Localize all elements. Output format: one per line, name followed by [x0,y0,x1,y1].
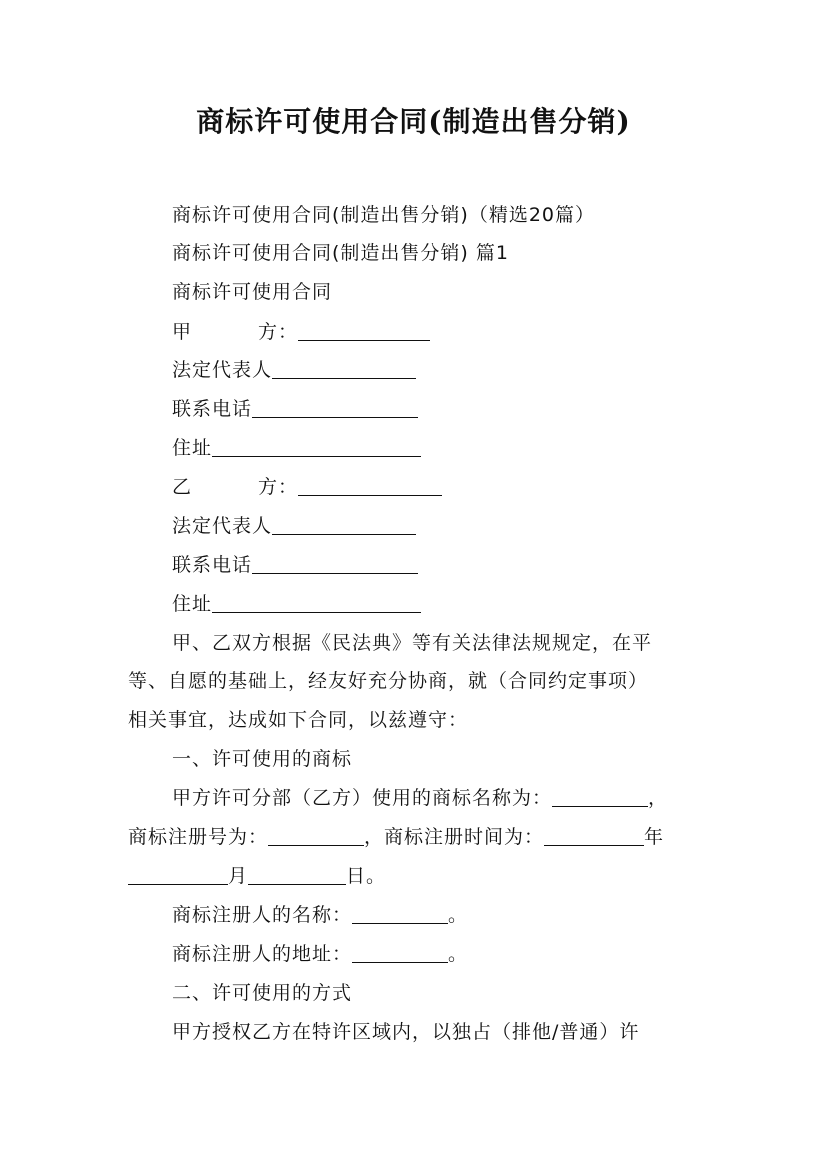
intro-line-2: 等、自愿的基础上，经友好充分协商，就（合同约定事项） [128,670,649,692]
registration-day-blank [248,865,346,885]
registration-number-blank [268,826,364,846]
party-b-rep-blank [272,515,416,535]
year-label: 年 [644,826,665,848]
section-1-p1-line-3 [128,861,386,888]
period: 。 [448,904,469,926]
party-a-line [172,317,430,344]
registrant-name-line [172,900,468,927]
period: 。 [448,943,469,965]
party-a-phone-label: 联系电话 [172,398,253,420]
intro-line-1: 甲、乙双方根据《民法典》等有关法律法规规定，在平 [172,632,653,654]
contract-name: 商标许可使用合同 [172,281,333,303]
party-b-blank [298,476,442,496]
trademark-name-blank [552,787,648,807]
party-a-phone-blank [252,398,418,418]
registration-date-label: ，商标注册时间为： [364,826,545,848]
party-b-rep-label: 法定代表人 [172,515,273,537]
party-b-address-blank [212,593,421,613]
party-a-label-2: 方： [258,321,299,343]
section-heading: 商标许可使用合同(制造出售分销) 篇1 [172,242,509,264]
party-b-phone-blank [252,554,418,574]
registrant-address-blank [352,943,448,963]
document-subtitle: 商标许可使用合同(制造出售分销)（精选20篇） [172,204,596,226]
party-b-address-label: 住址 [172,593,213,615]
section-2-heading: 二、许可使用的方式 [172,982,353,1004]
section-1-heading: 一、许可使用的商标 [172,748,353,770]
party-a-address-label: 住址 [172,437,213,459]
party-a-rep-label: 法定代表人 [172,359,273,381]
party-b-label-2: 方： [258,476,299,498]
party-a-address-blank [212,437,421,457]
trademark-name-label: 甲方许可分部（乙方）使用的商标名称为： [172,787,553,809]
registrant-name-blank [352,904,448,924]
party-a-rep-line [172,355,416,382]
party-a-blank [298,321,430,341]
party-b-phone-label: 联系电话 [172,554,253,576]
intro-line-3: 相关事宜，达成如下合同，以兹遵守： [128,709,469,731]
party-b-phone-line [172,550,418,577]
registration-number-label: 商标注册号为： [128,826,269,848]
party-b-address-line [172,589,421,616]
registration-year-blank [544,826,644,846]
party-b-rep-line [172,511,416,538]
section-1-p1-line-2 [128,822,664,849]
month-label: 月 [228,865,249,887]
registrant-name-label: 商标注册人的名称： [172,904,353,926]
day-label: 日。 [346,865,387,887]
party-a-rep-blank [272,359,416,379]
party-a-phone-line [172,394,418,421]
party-b-label-1: 乙 [172,476,193,498]
registrant-address-line [172,939,468,966]
party-a-address-line [172,433,421,460]
section-1-p1-line-1 [172,783,668,810]
registration-month-blank [128,865,228,885]
party-b-line [172,472,442,499]
registrant-address-label: 商标注册人的地址： [172,943,353,965]
document-title: 商标许可使用合同(制造出售分销) [196,105,631,138]
section-2-p1-line-1: 甲方授权乙方在特许区域内，以独占（排他/普通）许 [172,1021,640,1043]
party-a-label-1: 甲 [172,321,193,343]
comma: ， [648,787,669,809]
